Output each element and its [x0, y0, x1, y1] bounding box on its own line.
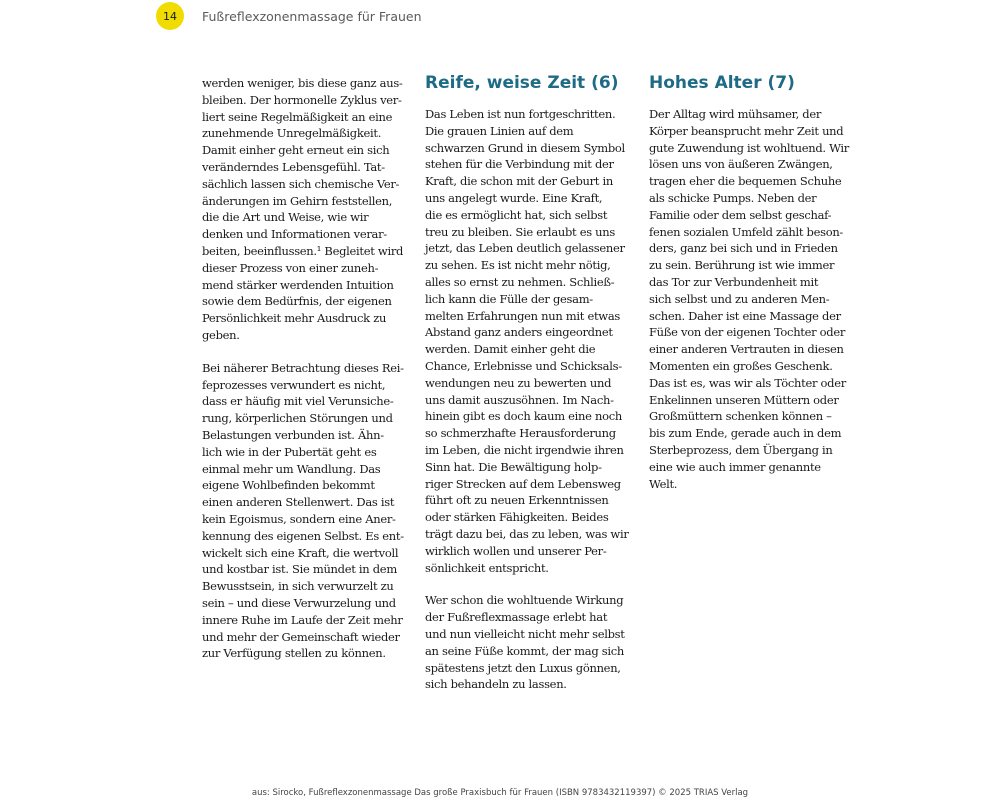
text-line: eigene Wohlbefinden bekommt [202, 478, 375, 493]
text-line: stehen für die Verbindung mit der [425, 157, 614, 172]
text-line: veränderndes Lebensgefühl. Tat- [202, 159, 385, 174]
text-line: dieser Prozess von einer zuneh- [202, 260, 379, 275]
text-line: so schmerzhafte Herausforderung [425, 426, 616, 441]
page-number-badge: 14 [156, 2, 184, 30]
text-line: das Tor zur Verbundenheit mit [649, 274, 819, 289]
text-line: jetzt, das Leben deutlich gelassener [425, 241, 625, 256]
text-line: mend stärker werdenden Intuition [202, 277, 394, 292]
text-line: eine wie auch immer genannte [649, 459, 821, 474]
source-footer: aus: Sirocko, Fußreflexzonenmassage Das große Praxisbuch für Frauen (ISBN 9783432119397) © 2025 TRIAS Verlag [251, 788, 749, 798]
text-line: Die grauen Linien auf dem [425, 123, 574, 138]
text-line: einen anderen Stellenwert. Das ist [202, 495, 395, 510]
section-heading: Reife, weise Zeit (6) [425, 73, 619, 93]
text-line: einer anderen Vertrauten in diesen [649, 342, 844, 357]
text-line: zu sein. Berührung ist wie immer [649, 258, 835, 273]
text-line: liert seine Regelmäßigkeit an eine [202, 109, 393, 124]
text-line: im Leben, die nicht irgendwie ihren [425, 442, 624, 457]
running-head-title: Fußreflexzonenmassage für Frauen [202, 9, 422, 24]
text-line: oder stärken Fähigkeiten. Beides [425, 510, 609, 525]
text-line: werden weniger, bis diese ganz aus- [202, 76, 403, 90]
text-line: Sinn hat. Die Bewältigung holp- [425, 459, 602, 474]
text-column-3 [649, 72, 854, 508]
text-line: wendungen neu zu bewerten und [425, 375, 612, 390]
text-line: sein – und diese Verwurzelung und [202, 595, 396, 610]
text-line: treu zu bleiben. Sie erlaubt es uns [425, 224, 615, 239]
text-line: Welt. [649, 476, 678, 491]
paragraph [202, 360, 407, 662]
text-line: änderungen im Gehirn feststellen, [202, 193, 393, 208]
paragraph [425, 592, 630, 693]
text-line: sich selbst und zu anderen Men- [649, 291, 830, 306]
text-line: Sterbeprozess, dem Übergang in [649, 442, 833, 457]
text-line: Enkelinnen unseren Müttern oder [649, 392, 839, 407]
text-line: kennung des eigenen Selbst. Es ent- [202, 528, 404, 543]
text-line: und nun vielleicht nicht mehr selbst [425, 626, 625, 641]
text-line: führt oft zu neuen Erkenntnissen [425, 493, 609, 508]
text-line: wirklich wollen und unserer Per- [425, 543, 607, 558]
text-line: uns damit auszusöhnen. Im Nach- [425, 392, 614, 407]
text-line: bis zum Ende, gerade auch in dem [649, 426, 842, 441]
text-line: Chance, Erlebnisse und Schicksals- [425, 358, 622, 373]
text-line: beiten, beeinflussen.¹ Begleitet wird [202, 243, 404, 258]
text-line: ders, ganz bei sich und in Frieden [649, 241, 838, 256]
text-line: zunehmende Unregelmäßigkeit. [202, 126, 382, 141]
text-line: hinein gibt es doch kaum eine noch [425, 409, 622, 424]
text-line: Das Leben ist nun fortgeschritten. [425, 107, 616, 121]
text-line: Belastungen verbunden ist. Ähn- [202, 427, 384, 442]
text-line: fenen sozialen Umfeld zählt beson- [649, 224, 844, 239]
text-line: denken und Informationen verar- [202, 227, 387, 242]
text-line: schen. Daher ist eine Massage der [649, 308, 841, 323]
text-line: Kraft, die schon mit der Geburt in [425, 174, 613, 189]
text-line: alles so ernst zu nehmen. Schließ- [425, 274, 615, 289]
text-line: der Fußreflexmassage erlebt hat [425, 610, 608, 625]
text-line: sich behandeln zu lassen. [425, 677, 567, 692]
text-line: Das ist es, was wir als Töchter oder [649, 375, 846, 390]
text-line: rung, körperlichen Störungen und [202, 411, 393, 426]
paragraph [425, 106, 630, 576]
text-line: die die Art und Weise, wie wir [202, 210, 369, 225]
text-line: spätestens jetzt den Luxus gönnen, [425, 660, 621, 675]
text-line: sönlichkeit entspricht. [425, 560, 549, 575]
text-line: sächlich lassen sich chemische Ver- [202, 176, 400, 191]
text-line: die es ermöglicht hat, sich selbst [425, 207, 608, 222]
text-line: tragen eher die bequemen Schuhe [649, 174, 842, 189]
text-line: Der Alltag wird mühsamer, der [649, 107, 822, 121]
text-line: Wer schon die wohltuende Wirkung [425, 593, 624, 608]
text-line: innere Ruhe im Laufe der Zeit mehr [202, 612, 403, 627]
text-line: Momenten ein großes Geschenk. [649, 358, 833, 373]
section-heading: Hohes Alter (7) [649, 73, 795, 93]
text-line: zu sehen. Es ist nicht mehr nötig, [425, 258, 611, 273]
text-line: lich kann die Fülle der gesam- [425, 291, 593, 306]
text-line: bleiben. Der hormonelle Zyklus ver- [202, 92, 402, 107]
text-line: Bewusstsein, in sich verwurzelt zu [202, 579, 394, 594]
text-line: gute Zuwendung ist wohltuend. Wir [649, 140, 850, 155]
text-line: Persönlichkeit mehr Ausdruck zu [202, 311, 387, 326]
text-line: Damit einher geht erneut ein sich [202, 143, 390, 158]
paragraph [202, 75, 407, 344]
text-line: lich wie in der Pubertät geht es [202, 444, 377, 459]
text-line: Familie oder dem selbst geschaf- [649, 207, 832, 222]
text-line: als schicke Pumps. Neben der [649, 190, 817, 205]
text-line: und mehr der Gemeinschaft wieder [202, 629, 400, 644]
text-column-2 [425, 72, 630, 709]
text-line: kein Egoismus, sondern eine Aner- [202, 511, 396, 526]
text-line: melten Erfahrungen nun mit etwas [425, 308, 620, 323]
text-line: zur Verfügung stellen zu können. [202, 646, 386, 661]
text-line: Füße von der eigenen Tochter oder [649, 325, 846, 340]
text-line: riger Strecken auf dem Lebensweg [425, 476, 621, 491]
paragraph [649, 106, 854, 492]
text-line: an seine Füße kommt, der mag sich [425, 643, 624, 658]
text-line: wickelt sich eine Kraft, die wertvoll [202, 545, 399, 560]
text-line: einmal mehr um Wandlung. Das [202, 461, 381, 476]
text-line: dass er häufig mit viel Verunsiche- [202, 394, 394, 409]
text-line: Körper beansprucht mehr Zeit und [649, 123, 844, 138]
text-line: schwarzen Grund in diesem Symbol [425, 140, 625, 155]
text-line: und kostbar ist. Sie mündet in dem [202, 562, 397, 577]
text-line: werden. Damit einher geht die [425, 342, 596, 357]
text-line: geben. [202, 327, 240, 342]
text-line: Bei näherer Betrachtung dieses Rei- [202, 360, 404, 375]
text-line: trägt dazu bei, das zu leben, was wir [425, 526, 629, 541]
text-line: uns angelegt wurde. Eine Kraft, [425, 190, 603, 205]
text-column-1 [202, 72, 407, 678]
text-line: sowie dem Bedürfnis, der eigenen [202, 294, 392, 309]
text-line: Abstand ganz anders eingeordnet [425, 325, 613, 340]
text-line: feprozesses verwundert es nicht, [202, 377, 386, 392]
text-line: Großmüttern schenken können – [649, 409, 832, 424]
text-line: lösen uns von äußeren Zwängen, [649, 157, 833, 172]
